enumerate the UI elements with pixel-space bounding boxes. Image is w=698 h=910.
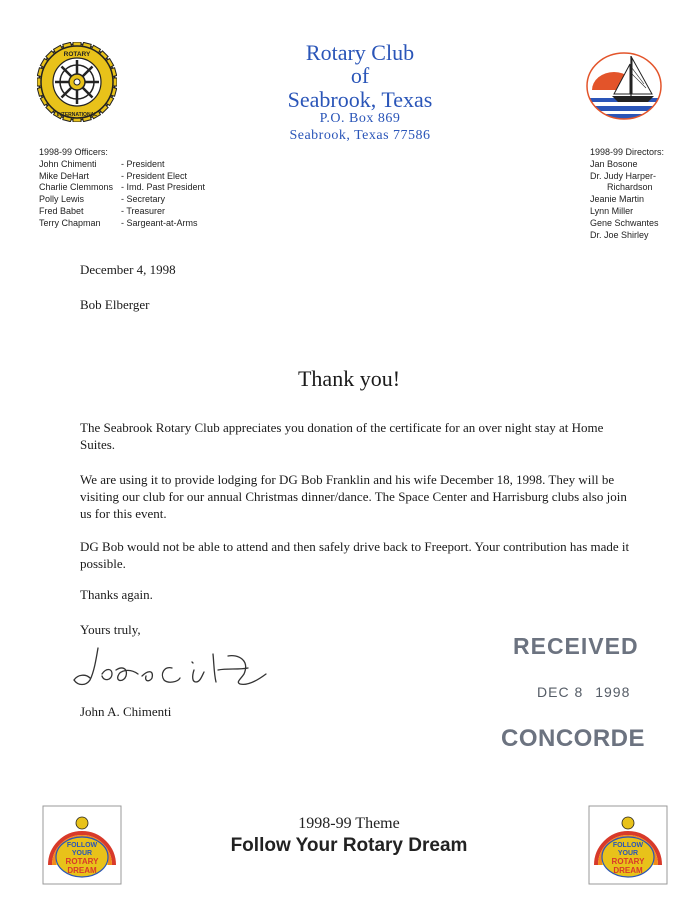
letter-paragraph: We are using it to provide lodging for DG Bob Franklin and his wife December 18, 1998. They will be visiting our club for our annual Christmas dinner/dance. The Space Center and Harrisburg clubs also join us for this event. (80, 472, 627, 521)
badge-text: YOUR (71, 850, 93, 857)
club-name-line1: Rotary Club (305, 40, 415, 65)
badge-text: ROTARY (65, 857, 99, 866)
badge-text: ROTARY (611, 857, 645, 866)
director-name: Dr. Joe Shirley (590, 229, 649, 240)
letter-paragraph: DG Bob would not be able to attend and then safely drive back to Freeport. Your contribution has made it possible. (80, 539, 630, 571)
officer-row (39, 194, 205, 206)
club-name-line3: Seabrook, Texas (287, 87, 433, 112)
director-name: Jan Bosone (590, 158, 638, 169)
officer-name: Mike DeHart (39, 170, 90, 181)
handwritten-signature (68, 640, 278, 700)
letter-paragraph: The Seabrook Rotary Club appreciates you donation of the certificate for an over night stay at Home Suites. (80, 420, 604, 452)
officer-role: - Imd. Past President (121, 182, 206, 193)
officer-role: - President Elect (121, 170, 188, 181)
sailboat-logo (584, 50, 664, 122)
stamp-date-text: DEC 8 (537, 684, 584, 700)
officer-role: - Sargeant-at-Arms (121, 217, 198, 228)
emblem-text-top: ROTARY (63, 51, 91, 58)
officer-row (39, 218, 205, 230)
po-box: P.O. Box 869 (319, 111, 401, 126)
badge-text: DREAM (67, 866, 97, 875)
rotary-dream-badge-icon (588, 805, 668, 885)
officer-row (39, 206, 205, 218)
officer-name: Fred Babet (39, 205, 84, 216)
city-zip: Seabrook, Texas 77586 (289, 128, 431, 143)
theme-label: 1998-99 Theme (298, 815, 400, 832)
officer-role: - President (121, 158, 165, 169)
officer-name: John Chimenti (39, 158, 97, 169)
club-name-line2: of (350, 63, 370, 88)
letter-signer: John A. Chimenti (80, 704, 172, 719)
officer-name: Terry Chapman (39, 217, 101, 228)
officers-list (39, 147, 205, 230)
director-name: Dr. Judy Harper- (590, 170, 657, 181)
letter-heading: Thank you! (297, 366, 401, 391)
officer-row (39, 182, 205, 194)
officer-row (39, 171, 205, 183)
officer-role: - Treasurer (121, 205, 166, 216)
officers-header: 1998-99 Officers: (39, 147, 108, 157)
director-name: Richardson (607, 182, 653, 193)
received-stamp: RECEIVED (513, 633, 639, 659)
officer-row (39, 159, 205, 171)
directors-header: 1998-99 Directors: (590, 147, 665, 157)
directors-list (590, 147, 680, 241)
letter-date: December 4, 1998 (80, 262, 176, 277)
officer-name: Polly Lewis (39, 194, 85, 205)
letter-recipient: Bob Elberger (80, 297, 150, 312)
theme-title: Follow Your Rotary Dream (230, 835, 468, 856)
badge-text: YOUR (617, 850, 639, 857)
emblem-text-bottom: INTERNATIONAL (56, 112, 98, 118)
director-name: Gene Schwantes (590, 217, 659, 228)
received-stamp-location: CONCORDE (501, 725, 646, 752)
badge-text: FOLLOW (612, 842, 644, 849)
officer-name: Charlie Clemmons (39, 182, 114, 193)
officer-role: - Secretary (121, 194, 166, 205)
director-name: Jeanie Martin (590, 194, 645, 205)
director-name: Lynn Miller (590, 205, 634, 216)
badge-text: DREAM (613, 866, 643, 875)
letter-paragraph: Thanks again. (80, 587, 153, 602)
stamp-year-text: 1998 (595, 684, 631, 700)
received-stamp-date (537, 684, 630, 700)
rotary-wheel-logo (37, 42, 117, 122)
badge-text: FOLLOW (66, 842, 98, 849)
letter-closing: Yours truly, (80, 622, 141, 637)
